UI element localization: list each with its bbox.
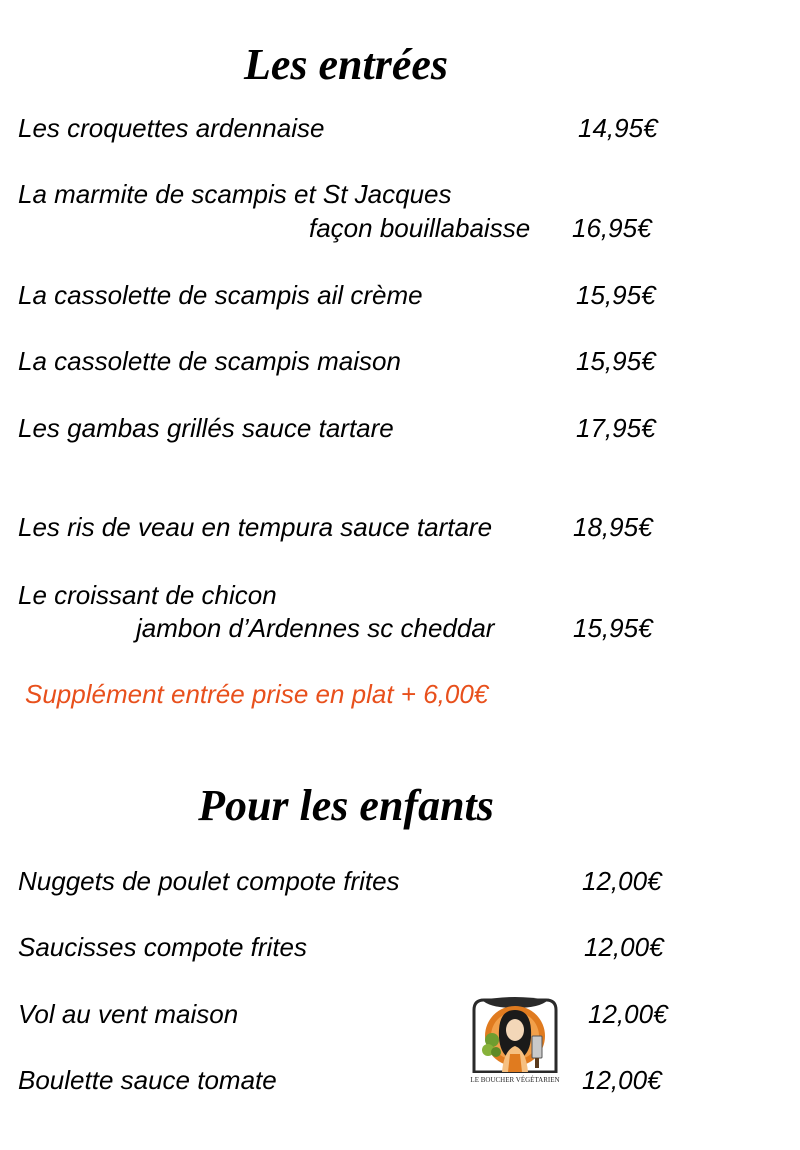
entree-item-5-price: 17,95€ <box>576 413 656 443</box>
enfants-item-1-price: 12,00€ <box>582 866 662 896</box>
entree-item-7-name: Le croissant de chicon <box>18 580 277 610</box>
enfants-item-3-name: Vol au vent maison <box>18 999 239 1029</box>
entree-item-3-price: 15,95€ <box>576 280 656 310</box>
entree-item-7-name-line2: jambon d’Ardennes sc cheddar <box>136 613 495 643</box>
entree-item-4-price: 15,95€ <box>576 346 656 376</box>
svg-text:LE BOUCHER VÉGÉTARIEN: LE BOUCHER VÉGÉTARIEN <box>470 1076 560 1084</box>
entree-item-3-name: La cassolette de scampis ail crème <box>18 280 423 310</box>
le-boucher-vegetarien-logo <box>466 996 564 1084</box>
enfants-item-4-price: 12,00€ <box>582 1065 662 1095</box>
enfants-title: Pour les enfants <box>198 781 494 830</box>
enfants-item-2-price: 12,00€ <box>584 932 664 962</box>
enfants-item-1-name: Nuggets de poulet compote frites <box>18 866 400 896</box>
entree-item-2-price: 16,95€ <box>572 213 652 243</box>
entree-item-7-price: 15,95€ <box>573 613 653 643</box>
enfants-item-3-price: 12,00€ <box>588 999 668 1029</box>
supplement-note: Supplément entrée prise en plat + 6,00€ <box>25 679 489 709</box>
entree-item-6-price: 18,95€ <box>573 512 653 542</box>
enfants-item-2-name: Saucisses compote frites <box>18 932 308 962</box>
entrees-title: Les entrées <box>243 40 449 89</box>
entree-item-5-name: Les gambas grillés sauce tartare <box>18 413 394 443</box>
entree-item-2-name-line2: façon bouillabaisse <box>309 213 531 243</box>
entree-item-6-name: Les ris de veau en tempura sauce tartare <box>18 512 493 542</box>
entree-item-2-name: La marmite de scampis et St Jacques <box>18 179 452 209</box>
entree-item-4-name: La cassolette de scampis maison <box>18 346 401 376</box>
entree-item-1-name: Les croquettes ardennaise <box>18 113 325 143</box>
enfants-item-4-name: Boulette sauce tomate <box>18 1065 277 1095</box>
entree-item-1-price: 14,95€ <box>578 113 658 143</box>
